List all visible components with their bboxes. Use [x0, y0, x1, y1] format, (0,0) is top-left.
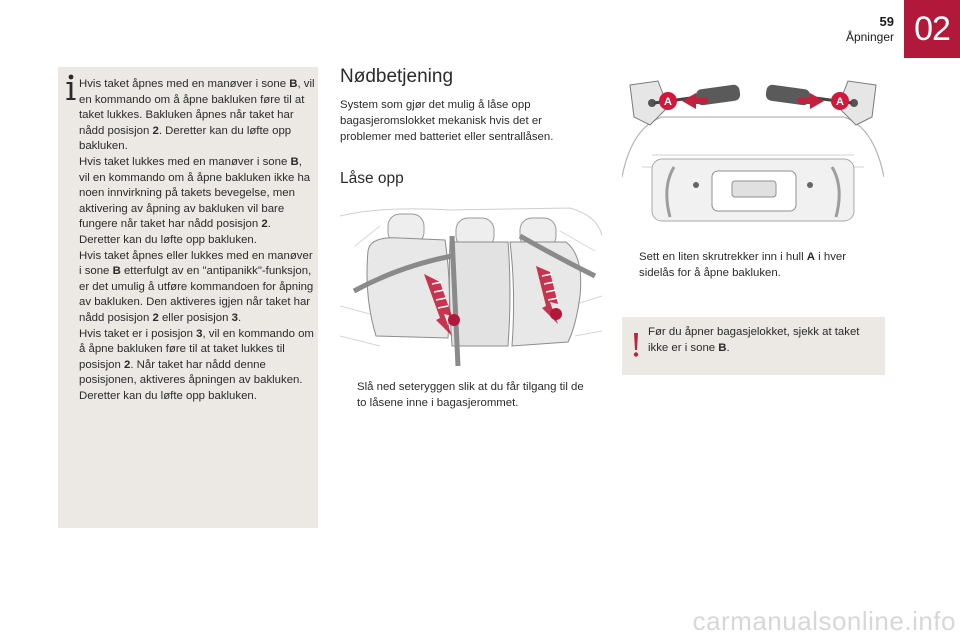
info-paragraph-4: Hvis taket er i posisjon 3, vil en kommando om å åpne bakluken føre til at taket lukkes til posisjon 2. Når taket har nådd denne posisjonen, aktiveres åpningen av bakluken. Deretter kan du løfte opp bakluken. — [79, 327, 314, 402]
info-paragraph-2: Hvis taket lukkes med en manøver i sone B, vil en kommando om å åpne bakluken ikke ha noen innvirkning på takets bevegelse, men aktivering av åpning av bakluken vil bare fungere når taket har nådd posisjon 2. Deretter kan du løfte opp bakluken. — [79, 155, 311, 246]
svg-text:A: A — [664, 96, 672, 108]
section-heading: Nødbetjening — [340, 66, 454, 87]
info-text — [79, 77, 315, 404]
watermark: carmanualsonline.info — [692, 606, 956, 636]
label-a-left — [659, 92, 677, 110]
label-a-right — [831, 92, 849, 110]
instruction-text: Slå ned seteryggen slik at du får tilgang til de to låsene inne i bagasjerommet. — [357, 381, 584, 409]
chapter-tab: 02 — [904, 0, 960, 58]
section-title: Åpninger — [845, 30, 894, 44]
section-description: System som gjør det mulig å låse opp bagasjeromslokket mekanisk hvis det er problemer med batteriet eller sentrallåsen. — [340, 99, 554, 143]
warning-text: Før du åpner bagasjelokket, sjekk at taket ikke er i sone B. — [648, 326, 860, 354]
info-paragraph-3: Hvis taket åpnes eller lukkes med en manøver i sone B etterfulgt av en "antipanikk"-funksjon, er det umulig å utføre kommandoen for åpning av bakluken. Den aktiveres igjen når taket har nådd posisjon 2 eller posisjon 3. — [79, 249, 314, 324]
instruction-step-1 — [340, 380, 596, 412]
info-paragraph-1: Hvis taket åpnes med en manøver i sone B, vil en kommando om å åpne bakluken føre til at taket lukkes. Bakluken åpnes når taket har nådd posisjon 2. Deretter kan du løfte opp bakluken. — [79, 78, 315, 153]
svg-text:A: A — [836, 96, 844, 108]
instruction-step-2 — [622, 250, 884, 282]
exclamation-icon — [631, 333, 641, 357]
rear-seat-illustration — [340, 196, 602, 366]
tailgate-lock-illustration — [622, 67, 884, 239]
page-number: 59 — [879, 14, 894, 29]
info-icon — [64, 74, 78, 102]
instruction-text: Sett en liten skrutrekker inn i hull A i hver sidelås for å åpne bakluken. — [639, 251, 847, 279]
subsection-heading: Låse opp — [340, 170, 404, 187]
